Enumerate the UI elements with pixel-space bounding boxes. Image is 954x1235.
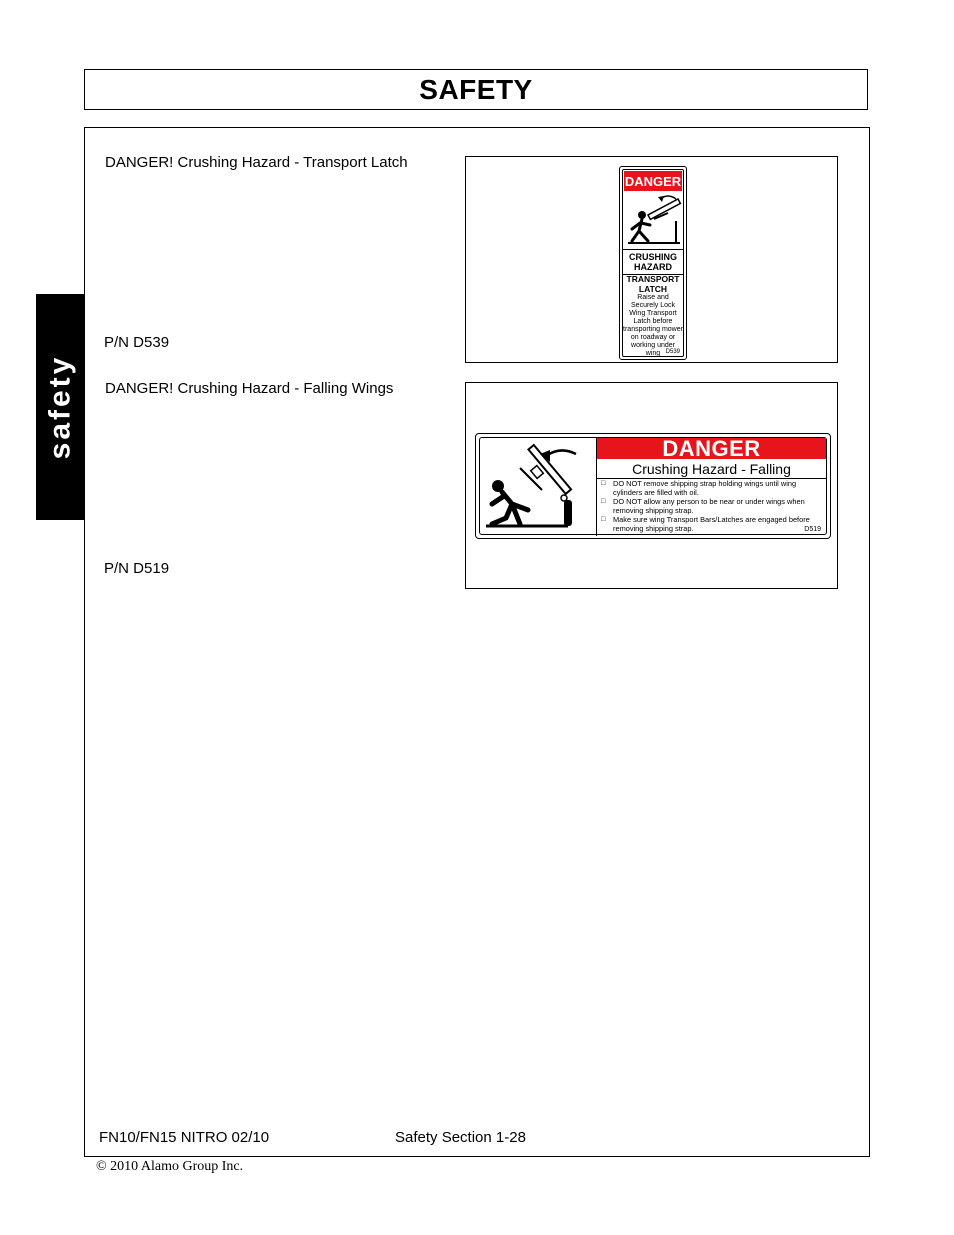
part-number-d519: P/N D519 bbox=[104, 560, 170, 577]
list-item-text: DO NOT allow any person to be near or under wings when removing shipping strap. bbox=[613, 497, 805, 515]
decal-code: D539 bbox=[665, 349, 680, 355]
hazard-line-1: CRUSHING bbox=[628, 252, 677, 262]
sub-line-1: TRANSPORT bbox=[626, 274, 680, 284]
body-line: Wing Transport bbox=[629, 310, 677, 317]
side-section-tab bbox=[36, 294, 85, 520]
body-line: on roadway or bbox=[630, 334, 676, 341]
checkbox-bullet-icon: □ bbox=[601, 516, 606, 524]
checkbox-bullet-icon: □ bbox=[601, 480, 606, 487]
hazard-subtitle bbox=[623, 274, 683, 294]
hazard-instruction-list bbox=[597, 480, 826, 535]
decal-frame-d539 bbox=[465, 156, 838, 363]
body-line: Latch before bbox=[633, 318, 673, 325]
hazard-title: Crushing Hazard - Falling bbox=[597, 459, 826, 479]
list-item-text: DO NOT remove shipping strap holding wings until wing cylinders are filled with oil. bbox=[613, 479, 797, 497]
footer-model: FN10/FN15 NITRO 02/10 bbox=[99, 1129, 270, 1146]
copyright: © 2010 Alamo Group Inc. bbox=[96, 1159, 244, 1174]
body-line: Securely Lock bbox=[631, 302, 675, 309]
crushed-person-icon bbox=[480, 438, 597, 536]
body-line: working under bbox=[631, 342, 675, 349]
decal-caption-falling-wings: DANGER! Crushing Hazard - Falling Wings bbox=[105, 380, 394, 397]
list-item bbox=[601, 480, 822, 497]
signal-word: DANGER bbox=[597, 438, 826, 459]
decal-code: D519 bbox=[804, 526, 821, 533]
decal-d539 bbox=[619, 166, 687, 360]
page-title: SAFETY bbox=[419, 73, 533, 105]
falling-wing-pictogram-icon bbox=[624, 193, 682, 247]
part-number-d539: P/N D539 bbox=[104, 334, 170, 351]
body-line: Raise and bbox=[637, 294, 669, 301]
list-item-text: Make sure wing Transport Bars/Latches are engaged before removing shipping strap. bbox=[613, 515, 810, 533]
side-tab-label: safety bbox=[43, 354, 77, 460]
checkbox-bullet-icon: □ bbox=[601, 498, 606, 506]
list-item bbox=[601, 516, 822, 533]
decal-frame-d519 bbox=[465, 382, 838, 589]
list-item bbox=[601, 498, 822, 515]
hazard-title bbox=[623, 249, 683, 275]
hazard-line-2: HAZARD bbox=[633, 262, 672, 272]
page-header bbox=[84, 69, 868, 110]
decal-d519 bbox=[475, 433, 831, 539]
signal-word: DANGER bbox=[624, 171, 682, 191]
body-line: wing bbox=[645, 350, 661, 357]
sub-line-2: LATCH bbox=[638, 284, 668, 294]
footer-page-number: Safety Section 1-28 bbox=[395, 1129, 526, 1146]
body-line: transporting mower bbox=[623, 326, 683, 333]
decal-caption-transport-latch: DANGER! Crushing Hazard - Transport Latch bbox=[105, 154, 408, 171]
